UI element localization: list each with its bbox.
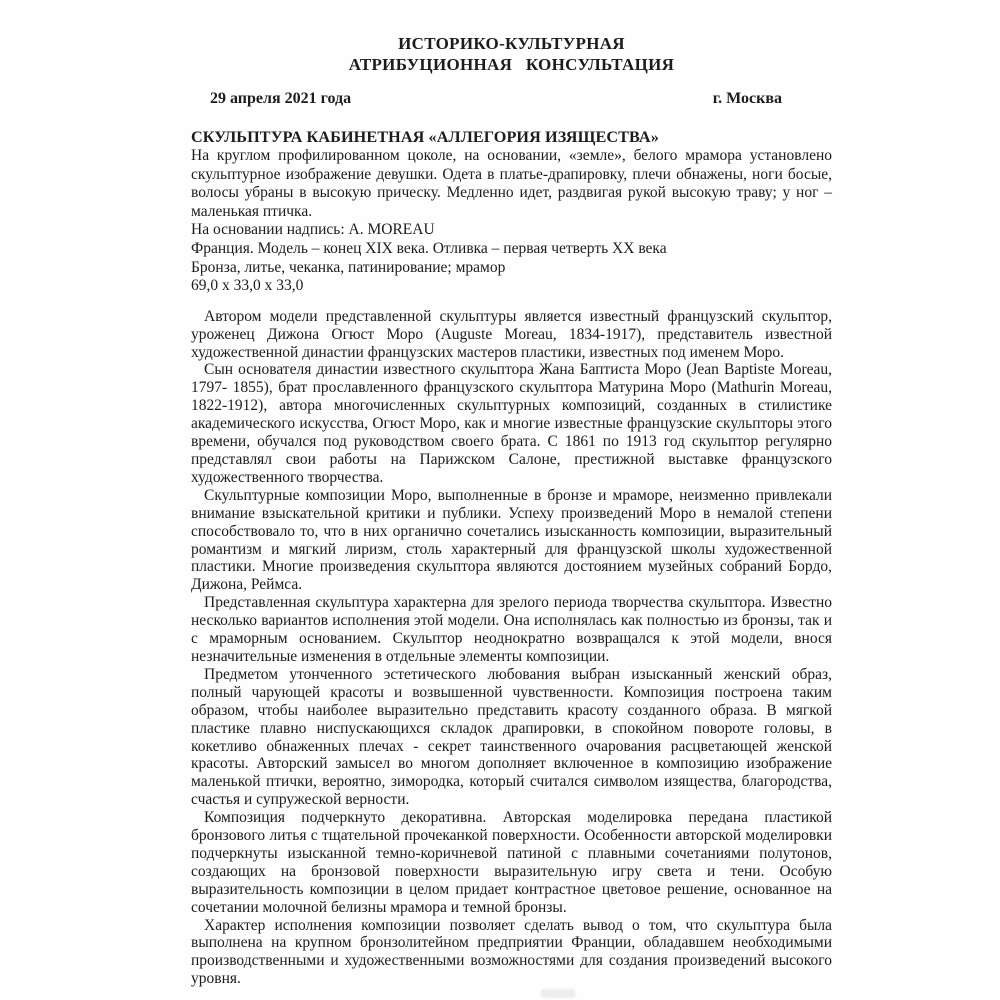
scan-artifact [541,989,575,998]
body-paragraph-3: Скульптурные композиции Моро, выполненные в бронзе и мраморе, неизменно привлекали внимание взыскательной критики и публики. Успеху произведений Моро в немалой степени способствовало то, что в них органично сочетались изысканность композиции, выразительный романтизм и мягкий лиризм, столь характерный для французской школы художественной пластики. Многие произведения скульптора являются достоянием музейных собраний Бордо, Дижона, Реймса. [191,486,832,594]
document-city: г. Москва [712,90,782,107]
catalog-block [191,147,832,296]
date-city-row [191,89,832,108]
document-title [191,33,832,75]
body-paragraph-6: Композиция подчеркнуто декоративна. Авторская моделировка передана пластикой бронзового литья с тщательной прочеканкой поверхности. Особенности авторской моделировки подчеркнуты изысканной темно-коричневой патиной с плавными сочетаниями полутонов, создающих на бронзовой поверхности выразительную игру света и тени. Особую выразительность композиции в целом придает контрастное цветовое решение, основанное на сочетании молочной белизны мрамора и темной бронзы. [191,809,832,916]
document-title-line1: ИСТОРИКО-КУЛЬТУРНАЯ [398,34,625,53]
body-paragraph-1: Автором модели представленной скульптуры является известный французский скульптор, уроженец Дижона Огюст Моро (Auguste Moreau, 1834-1917), представитель известной художественной династии французских мастеров пластики, известных под именем Моро. [191,307,832,361]
materials-line: Бронза, литье, чеканка, патинирование; мрамор [191,258,506,276]
document-content [191,0,832,988]
document-title-line2: АТРИБУЦИОННАЯ КОНСУЛЬТАЦИЯ [348,55,675,74]
body-paragraph-7: Характер исполнения композиции позволяет сделать вывод о том, что скульптура была выполнена на крупном бронзолитейном предприятии Франции, обладавшем необходимыми производственными и художественными возможностями для создания произведений высокого уровня. [191,916,832,988]
body-paragraph-4: Представленная скульптура характерна для зрелого периода творчества скульптора. Известно несколько вариантов исполнения этой модели. Она исполнялась как полностью из бронзы, так и с мраморным основанием. Скульптор неоднократно возвращался к этой модели, внося незначительные изменения в отдельные элементы композиции. [191,594,832,665]
dimensions-line: 69,0 х 33,0 х 33,0 [191,277,304,295]
document-date: 29 апреля 2021 года [210,90,352,107]
origin-line: Франция. Модель – конец XIX века. Отливка – первая четверть XX века [191,239,667,257]
inscription-line: На основании надпись: A. MOREAU [191,221,435,239]
object-title: СКУЛЬПТУРА КАБИНЕТНАЯ «АЛЛЕГОРИЯ ИЗЯЩЕСТВА» [191,128,659,146]
body-paragraph-5: Предметом утонченного эстетического любования выбран изысканный женский образ, полный чарующей красоты и возвышенной чувственности. Композиция построена таким образом, чтобы наиболее выразительно представить красоту созданного образа. В мягкой пластике плавно ниспускающихся складок драпировки, в спокойном повороте головы, в кокетливо обнаженных плечах - секрет таинственного очарования расцветающей женской красоты. Авторский замысел во многом дополняет включенное в композицию изображение маленькой птички, вероятно, зимородка, который считался символом изящества, благородства, счастья и супружеской верности. [191,665,832,809]
object-description: На круглом профилированном цоколе, на основании, «земле», белого мрамора установлено скульптурное изображение девушки. Одета в платье-драпировку, плечи обнажены, ноги босые, волосы убраны в высокую прическу. Медленно идет, раздвигая рукой высокую траву; у ног – маленькая птичка. [191,147,832,220]
body-text [191,308,832,988]
body-paragraph-2: Сын основателя династии известного скульптора Жана Баптиста Моро (Jean Baptiste Moreau, 1797- 1855), брат прославленного французского скульптора Матурина Моро (Mathurin Moreau, 1822-1912), автора многочисленных скульптурных композиций, созданных в стилистике академического искусства, Огюст Моро, как и многие известные французские скульпторы этого времени, обучался под руководством своего брата. С 1861 по 1913 год скульптор регулярно представлял свои работы на Парижском Салоне, престижной выставке французского художественного творчества. [191,361,832,486]
